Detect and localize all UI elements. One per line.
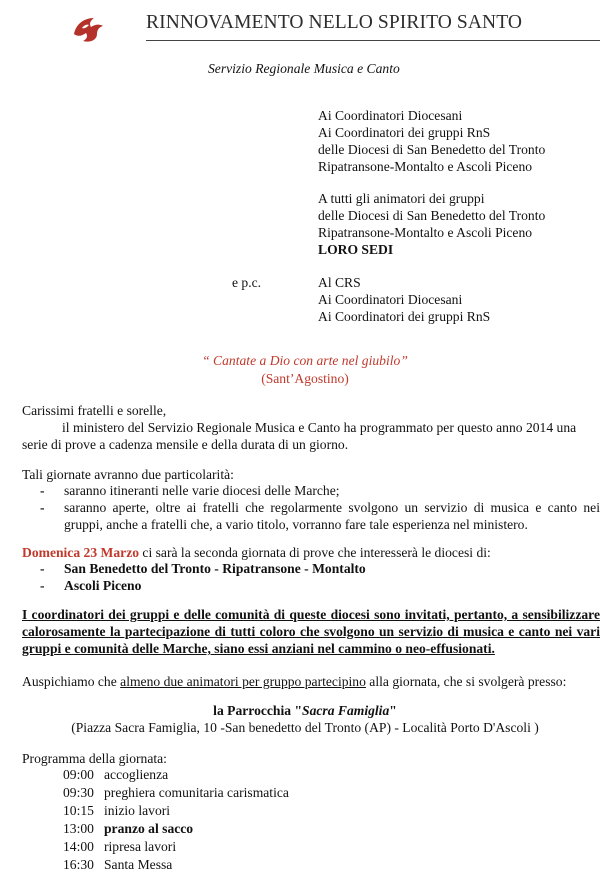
program-time: 14:00	[63, 839, 94, 854]
recipient-line: Ripatransone-Montalto e Ascoli Piceno	[318, 225, 533, 240]
venue-suffix: "	[389, 703, 397, 718]
program-time: 10:15	[63, 803, 94, 818]
venue-prefix: la Parrocchia "	[213, 703, 303, 718]
recipient-line: Al CRS	[318, 275, 361, 290]
recipient-line: delle Diocesi di San Benedetto del Tronto	[318, 208, 546, 223]
cc-label: e p.c.	[232, 275, 262, 290]
program-time: 09:30	[63, 785, 94, 800]
hope-text: alla giornata, che si svolgerà presso:	[365, 674, 567, 689]
event-date-paragraph	[22, 544, 600, 561]
header-divider	[146, 40, 600, 41]
event-date-description: ci sarà la seconda giornata di prove che interesserà le diocesi di:	[139, 545, 491, 560]
list-item	[22, 499, 600, 533]
program-time: 16:30	[63, 857, 94, 872]
bullet-dash: -	[40, 483, 45, 498]
recipient-line: delle Diocesi di San Benedetto del Tronto	[318, 142, 546, 157]
bullet-dash: -	[40, 578, 45, 593]
program-time: 09:00	[63, 767, 94, 782]
hope-emphasis: almeno due animatori per gruppo partecipino	[120, 674, 366, 689]
program-item	[63, 767, 168, 783]
feature-text: saranno aperte, oltre ai fratelli che regolarmente svolgono un servizio di musica e canto nei gruppi, anche a fratelli che, a vario titolo, vorranno fare tale esperienza nel ministero.	[64, 500, 600, 532]
diocese-name: Ascoli Piceno	[64, 578, 142, 593]
program-label: Santa Messa	[104, 857, 173, 872]
program-label: inizio lavori	[104, 803, 171, 818]
motto-quote: “ Cantate a Dio con arte nel giubilo”	[202, 353, 408, 368]
organization-name: RINNOVAMENTO NELLO SPIRITO SANTO	[146, 12, 523, 33]
features-intro: Tali giornate avranno due particolarità:	[22, 467, 234, 482]
program-label: preghiera comunitaria carismatica	[104, 785, 289, 800]
recipient-line: Ai Coordinatori Diocesani	[318, 292, 463, 307]
program-label: ripresa lavori	[104, 839, 177, 854]
intro-line-1: il ministero del Servizio Regionale Musica e Canto ha programmato per questo anno 2014 una	[62, 420, 577, 435]
program-label: accoglienza	[104, 767, 169, 782]
list-item	[22, 577, 600, 594]
recipient-line: Ai Coordinatori Diocesani	[318, 108, 463, 123]
program-time: 13:00	[63, 821, 94, 836]
program-item	[63, 785, 289, 801]
motto-author: (Sant’Agostino)	[261, 371, 349, 386]
feature-text: saranno itineranti nelle varie diocesi delle Marche;	[64, 483, 340, 498]
venue-parish: Sacra Famiglia	[302, 703, 390, 718]
event-date: Domenica 23 Marzo	[22, 545, 140, 560]
bullet-dash: -	[40, 561, 45, 576]
list-item	[22, 560, 600, 577]
bullet-dash: -	[40, 500, 45, 515]
service-name: Servizio Regionale Musica e Canto	[208, 61, 400, 76]
recipient-line: Ripatransone-Montalto e Ascoli Piceno	[318, 159, 533, 174]
recipient-line: LORO SEDI	[318, 242, 394, 257]
recipient-line: A tutti gli animatori dei gruppi	[318, 191, 485, 206]
hope-text: Auspichiamo che	[22, 674, 121, 689]
diocese-name: San Benedetto del Tronto - Ripatransone - Montalto	[64, 561, 366, 576]
recipient-line: Ai Coordinatori dei gruppi RnS	[318, 125, 491, 140]
venue-name	[0, 703, 610, 719]
program-item	[63, 803, 170, 819]
program-title: Programma della giornata:	[22, 751, 167, 766]
hope-paragraph	[22, 673, 600, 690]
greeting: Carissimi fratelli e sorelle,	[22, 403, 167, 418]
intro-line-2: serie di prove a cadenza mensile e della durata di un giorno.	[22, 437, 349, 452]
list-item	[22, 482, 600, 499]
appeal-paragraph: I coordinatori dei gruppi e delle comunità di queste diocesi sono invitati, pertanto, a sensibilizzare calorosamente la partecipazione di tutti coloro che svolgono un servizio di musica e canto nei vari gruppi e comunità delle Marche, siano essi anziani nel cammino o neo-effusionati.	[22, 607, 600, 656]
program-item	[63, 839, 176, 855]
venue-address: (Piazza Sacra Famiglia, 10 -San benedetto del Tronto (AP) - Località Porto D'Ascoli )	[71, 720, 539, 735]
program-item	[63, 821, 193, 837]
program-label: pranzo al sacco	[104, 821, 194, 836]
recipient-line: Ai Coordinatori dei gruppi RnS	[318, 309, 491, 324]
program-item	[63, 857, 172, 873]
dove-flame-logo-icon	[70, 12, 106, 44]
